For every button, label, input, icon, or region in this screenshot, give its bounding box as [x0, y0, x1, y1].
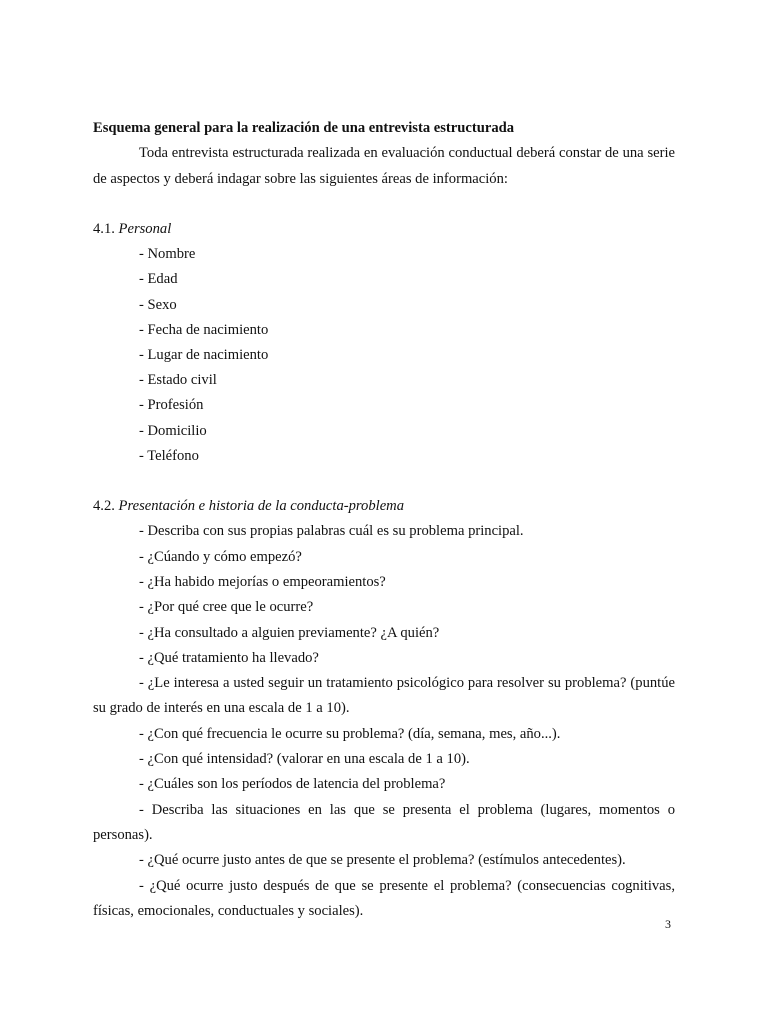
- list-item: - ¿Ha consultado a alguien previamente? ¿A quién?: [139, 624, 440, 641]
- list-item: - Describa las situaciones en las que se presenta el problema (lugares, momentos o personas).: [93, 801, 675, 843]
- list-item: - ¿Qué ocurre justo después de que se presente el problema? (consecuencias cognitivas, físicas, emocionales, conductuales y sociales).: [93, 877, 675, 919]
- section-name: Presentación e historia de la conducta-problema: [118, 498, 405, 515]
- list-item: - ¿Por qué cree que le ocurre?: [139, 599, 314, 616]
- list-item: - Describa con sus propias palabras cuál es su problema principal.: [139, 523, 524, 540]
- list-item: - ¿Cuáles son los períodos de latencia del problema?: [139, 776, 446, 793]
- spacer: [93, 469, 675, 494]
- list-item: - Lugar de nacimiento: [139, 347, 269, 363]
- list-item: - Estado civil: [139, 372, 217, 389]
- list-item: - ¿Le interesa a usted seguir un tratamiento psicológico para resolver su problema? (puntúe su grado de interés en una escala de 1 a 10).: [93, 675, 675, 717]
- list-item: - ¿Qué tratamiento ha llevado?: [139, 649, 319, 666]
- list-item: - Nombre: [139, 246, 196, 263]
- document-page: [93, 116, 675, 924]
- intro-paragraph: Toda entrevista estructurada realizada en evaluación conductual deberá constar de una serie de aspectos y deberá indagar sobre las siguientes áreas de información:: [93, 145, 675, 187]
- section-number: 4.1.: [93, 220, 115, 237]
- section-name: Personal: [118, 220, 172, 237]
- list-item: - ¿Con qué frecuencia le ocurre su problema? (día, semana, mes, año...).: [139, 725, 561, 742]
- list-item: - Profesión: [139, 397, 204, 414]
- list-item: - Teléfono: [139, 447, 199, 464]
- list-item: - Fecha de nacimiento: [139, 321, 269, 338]
- page-number: 3: [665, 917, 671, 931]
- list-item: - ¿Con qué intensidad? (valorar en una escala de 1 a 10).: [139, 751, 470, 768]
- list-item: - ¿Qué ocurre justo antes de que se presente el problema? (estímulos antecedentes).: [139, 852, 626, 869]
- section-heading-personal: [93, 217, 675, 242]
- document-title: Esquema general para la realización de una entrevista estructurada: [93, 120, 515, 136]
- section-number: 4.2.: [93, 498, 115, 515]
- section-heading-presentation: [93, 494, 675, 519]
- list-item: - ¿Cúando y cómo empezó?: [139, 548, 302, 565]
- list-item: - Domicilio: [139, 422, 207, 439]
- spacer: [93, 192, 675, 217]
- list-item: - ¿Ha habido mejorías o empeoramientos?: [139, 574, 386, 590]
- personal-list: [93, 242, 675, 469]
- list-item: - Sexo: [139, 296, 177, 313]
- list-item: - Edad: [139, 271, 178, 288]
